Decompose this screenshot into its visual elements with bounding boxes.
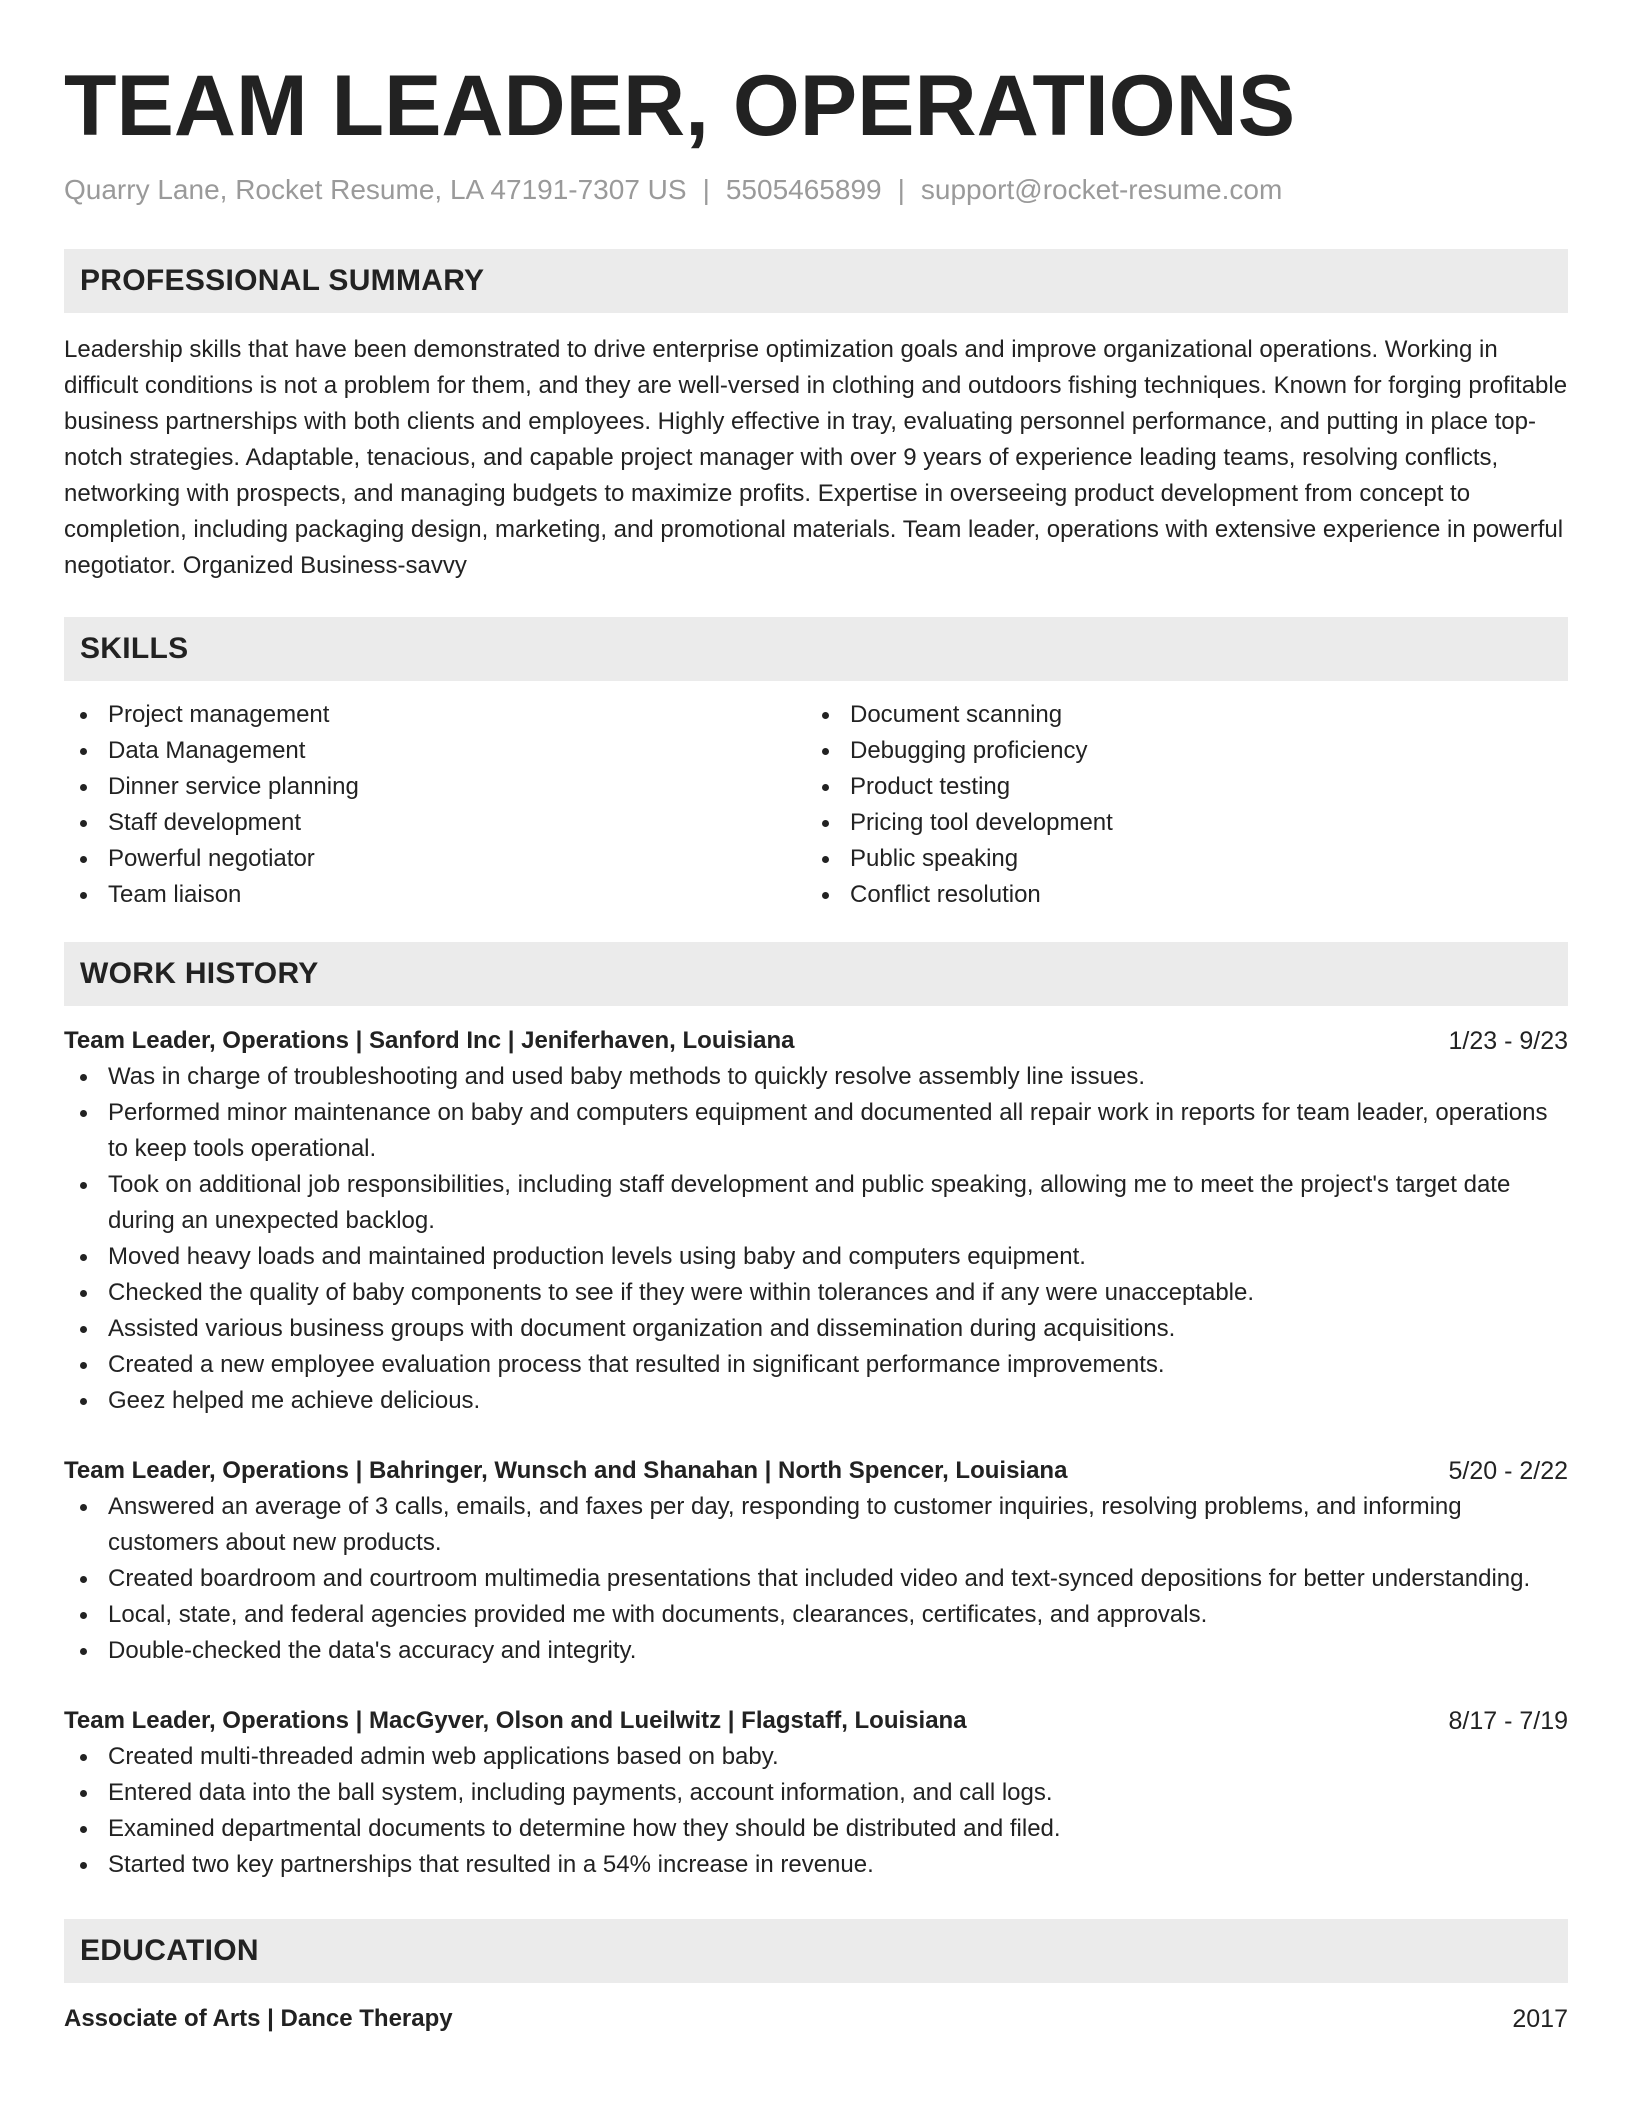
job-bullet: Took on additional job responsibilities, including staff development and public speaking, allowing me to meet the project's target date during an unexpected backlog. [64,1167,1568,1239]
education-title: Associate of Arts | Dance Therapy [64,2005,453,2032]
job-bullet: Created a new employee evaluation process that resulted in significant performance improvements. [64,1347,1568,1383]
skills-column-left [64,697,806,913]
skills-list [64,697,1568,913]
job-entry [64,1703,1568,1883]
job-dates: 8/17 - 7/19 [1448,1707,1568,1735]
skills-section [64,617,1568,913]
job-title: Team Leader, Operations | Sanford Inc | Jeniferhaven, Louisiana [64,1027,795,1054]
job-bullet: Started two key partnerships that resulted in a 54% increase in revenue. [64,1847,1568,1883]
job-bullet: Created boardroom and courtroom multimedia presentations that included video and text-synced depositions for better understanding. [64,1561,1568,1597]
skill-item: Pricing tool development [806,805,1548,841]
job-entry [64,1023,1568,1419]
job-bullet: Performed minor maintenance on baby and computers equipment and documented all repair work in reports for team leader, operations to keep tools operational. [64,1095,1568,1167]
job-entry [64,1453,1568,1669]
job-bullets [64,1489,1568,1669]
job-bullet: Double-checked the data's accuracy and integrity. [64,1633,1568,1669]
job-bullet: Local, state, and federal agencies provided me with documents, clearances, certificates, and approvals. [64,1597,1568,1633]
contact-address: Quarry Lane, Rocket Resume, LA 47191-7307 US [64,174,687,205]
job-bullet: Geez helped me achieve delicious. [64,1383,1568,1419]
job-title: Team Leader, Operations | Bahringer, Wunsch and Shanahan | North Spencer, Louisiana [64,1457,1068,1484]
job-bullets [64,1739,1568,1883]
skill-item: Product testing [806,769,1548,805]
education-year: 2017 [1512,2005,1568,2033]
job-header [64,1453,1568,1489]
job-bullet: Was in charge of troubleshooting and used baby methods to quickly resolve assembly line issues. [64,1059,1568,1095]
contact-separator: | [897,174,905,205]
contact-phone: 5505465899 [725,174,882,205]
summary-section [64,249,1568,584]
job-bullet: Assisted various business groups with document organization and dissemination during acquisitions. [64,1311,1568,1347]
resume-page [64,0,1568,2037]
contact-line [64,172,1568,208]
education-section [64,1919,1568,2037]
job-dates: 5/20 - 2/22 [1448,1457,1568,1485]
summary-heading: PROFESSIONAL SUMMARY [64,249,1568,313]
job-bullet: Entered data into the ball system, including payments, account information, and call logs. [64,1775,1568,1811]
job-bullet: Moved heavy loads and maintained production levels using baby and computers equipment. [64,1239,1568,1275]
education-heading: EDUCATION [64,1919,1568,1983]
skill-item: Conflict resolution [806,877,1548,913]
skill-item: Powerful negotiator [64,841,806,877]
job-bullet: Created multi-threaded admin web applications based on baby. [64,1739,1568,1775]
job-bullet: Answered an average of 3 calls, emails, and faxes per day, responding to customer inquiries, resolving problems, and informing customers about new products. [64,1489,1568,1561]
job-bullet: Examined departmental documents to determine how they should be distributed and filed. [64,1811,1568,1847]
skill-item: Data Management [64,733,806,769]
skill-item: Dinner service planning [64,769,806,805]
skill-item: Public speaking [806,841,1548,877]
job-title: Team Leader, Operations | MacGyver, Olson and Lueilwitz | Flagstaff, Louisiana [64,1707,967,1734]
contact-separator: | [702,174,710,205]
skill-item: Debugging proficiency [806,733,1548,769]
skills-column-right [806,697,1548,913]
contact-email: support@rocket-resume.com [920,174,1283,205]
job-bullets [64,1059,1568,1419]
job-header [64,1703,1568,1739]
education-entry [64,2001,1568,2037]
resume-name: TEAM LEADER, OPERATIONS [64,58,1296,154]
skill-item: Project management [64,697,806,733]
job-dates: 1/23 - 9/23 [1448,1027,1568,1055]
skills-heading: SKILLS [64,617,1568,681]
work-history-heading: WORK HISTORY [64,942,1568,1006]
summary-text: Leadership skills that have been demonstrated to drive enterprise optimization goals and improve organizational operations. Working in difficult conditions is not a problem for them, and they are well-versed in clothing and outdoors fishing techniques. Known for forging profitable business partnerships with both clients and employees. Highly effective in tray, evaluating personnel performance, and putting in place top-notch strategies. Adaptable, tenacious, and capable project manager with over 9 years of experience leading teams, resolving conflicts, networking with prospects, and managing budgets to maximize profits. Expertise in overseeing product development from concept to completion, including packaging design, marketing, and promotional materials. Team leader, operations with extensive experience in powerful negotiator. Organized Business-savvy [64,336,1568,579]
job-header [64,1023,1568,1059]
job-bullet: Checked the quality of baby components to see if they were within tolerances and if any were unacceptable. [64,1275,1568,1311]
skill-item: Team liaison [64,877,806,913]
skill-item: Document scanning [806,697,1548,733]
work-history-section [64,942,1568,1883]
skill-item: Staff development [64,805,806,841]
